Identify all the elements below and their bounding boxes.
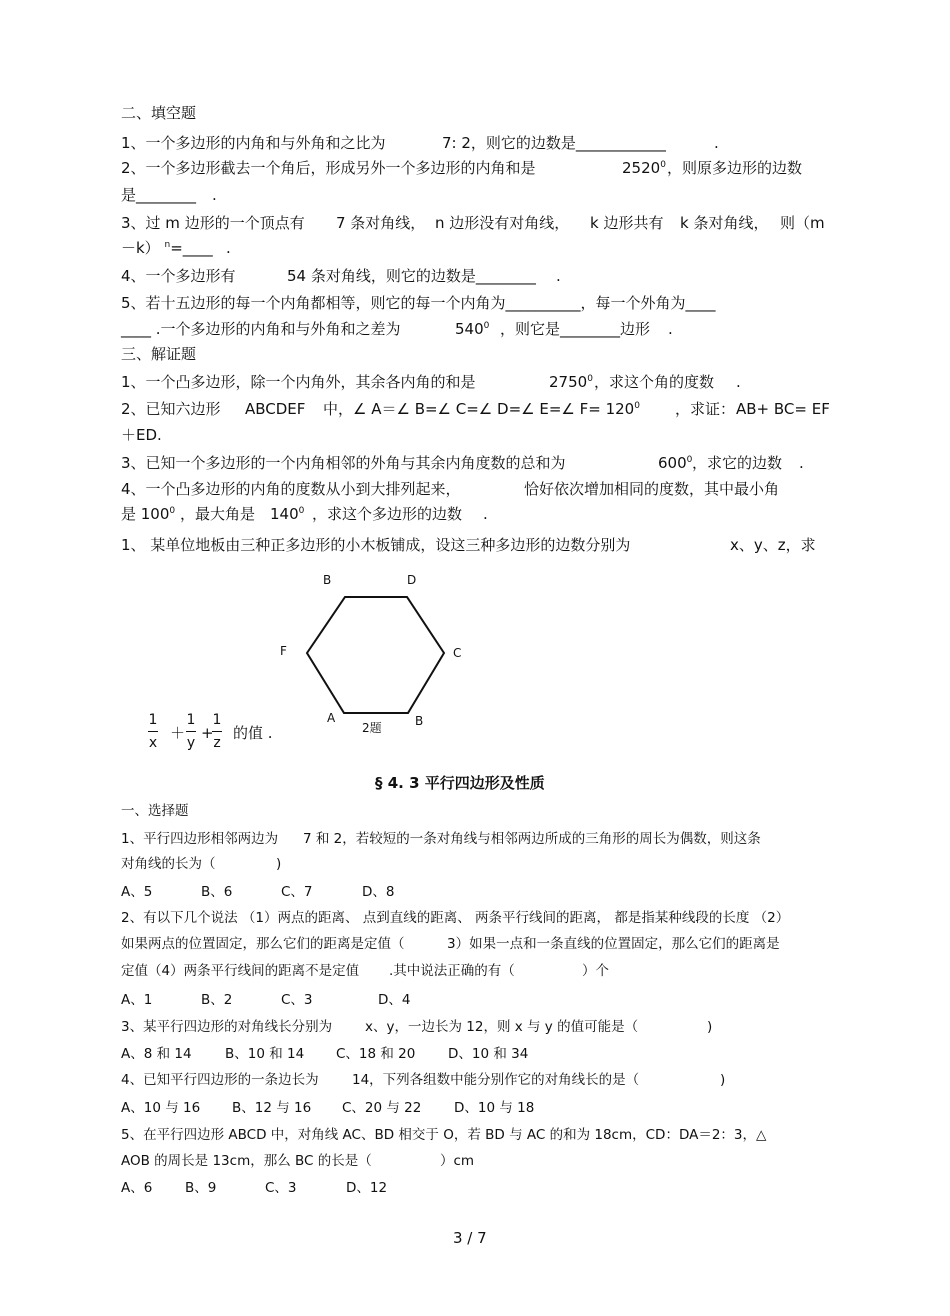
proof-heading: 三、解证题 [121,345,197,363]
section-title: § 4. 3 平行四边形及性质 [375,774,545,792]
proof-q3-a: 3、已知一个多边形的一个内角相邻的外角与其余内角度数的总和为 [121,454,566,472]
choice-q1-opt-b: B、6 [201,884,233,900]
proof-q4-c: 是 $100^0$ [121,505,176,523]
fill-q2-c: ，则原多边形的边数 [667,159,803,177]
figure-label-top-right: D [407,573,417,587]
choice-q1-d: ) [276,856,282,872]
fill-q3-i: . [226,239,231,257]
proof-q4-a: 4、一个凸多边形的内角的度数从小到大排列起来， [121,480,461,498]
choice-q2-b: 如果两点的位置固定，那么它们的距离是定值（ [121,936,405,952]
fill-q5-c: $540^0$ [455,320,490,338]
plus-sign-1: ＋ [170,724,186,742]
fill-q4-a: 4、一个多边形有 [121,267,236,285]
choice-q1-opt-d: D、8 [362,884,395,900]
fraction-2-num: 1 [186,712,196,728]
hexagon-shape [307,597,444,713]
choice-q2-opt-d: D、4 [378,992,411,1008]
proof-q1-a: 1、一个凸多边形，除一个内角外，其余各内角的和是 [121,373,476,391]
proof-q4-f: ，求这个多边形的边数 [312,505,463,523]
choice-q5-opt-c: C、3 [265,1180,297,1196]
fraction-1-over-z [212,711,222,752]
figure-label-left: F [280,644,287,658]
expression-tail: 的值 . [233,724,273,742]
fill-q5-d: ，则它是________边形 [500,320,651,338]
fill-q2-a: 2、一个多边形截去一个角后，形成另外一个多边形的内角和是 [121,159,536,177]
fraction-2-den: y [186,735,196,751]
choice-q4-opt-b: B、12 与 16 [232,1100,312,1116]
choice-q3-opt-b: B、10 和 14 [225,1046,305,1062]
choice-q2-f: ）个 [582,963,609,979]
choice-q5-opt-d: D、12 [346,1180,388,1196]
fill-q3-d: k 边形共有 [590,214,664,232]
choice-q2-e: .其中说法正确的有（ [389,963,515,979]
page-number: 3 / 7 [453,1229,487,1247]
figure-label-bottom-left: A [327,711,336,725]
fill-q3-f: 则（m [780,214,825,232]
fill-q3-b: 7 条对角线， [336,214,426,232]
choice-q5-c: ）cm [440,1153,475,1169]
choice-q1-opt-c: C、7 [281,884,313,900]
fraction-1-den: x [148,735,158,751]
fraction-1-over-y [186,711,196,752]
proof-q5-b: x、y、z，求 [730,536,816,554]
proof-q5-a: 1、 某单位地板由三种正多边形的小木板铺成，设这三种多边形的边数分别为 [121,536,631,554]
proof-q4-b: 恰好依次增加相同的度数，其中最小角 [524,480,780,498]
choice-q2-opt-b: B、2 [201,992,233,1008]
choice-q1-c: 对角线的长为（ [121,856,216,872]
choice-q2-a: 2、有以下几个说法 （1）两点的距离、 点到直线的距离、 两条平行线间的距离， 都是指某种线段的长度 （2） [121,910,790,926]
figure-label-top-left: B [323,573,332,587]
choice-q5-opt-a: A、6 [121,1180,153,1196]
fill-q3-a: 3、过 m 边形的一个顶点有 [121,214,305,232]
figure-label-right: C [453,646,462,660]
choice-q4-b: 14，下列各组数中能分别作它的对角线长的是（ [352,1072,640,1088]
choice-q4-a: 4、已知平行四边形的一条边长为 [121,1072,319,1088]
choice-q5-b: AOB 的周长是 13cm，那么 BC 的长是（ [121,1153,372,1169]
choice-q4-opt-c: C、20 与 22 [342,1100,422,1116]
fill-q5-a: 5、若十五边形的每一个内角都相等，则它的每一个内角为__________，每一个外角为____ [121,294,716,312]
choice-q3-opt-a: A、8 和 14 [121,1046,192,1062]
figure-label-bottom-right: B [415,714,424,728]
fraction-1-over-x [148,711,158,752]
choice-q5-a: 5、在平行四边形 ABCD 中，对角线 AC、BD 相交于 O，若 BD 与 AC 的和为 18cm，CD：DA＝2：3，△ [121,1127,767,1143]
proof-q1-d: . [736,373,741,391]
proof-q3-c: ，求它的边数 [692,454,783,472]
choice-q3-b: x、y，一边长为 12，则 x 与 y 的值可能是（ [365,1019,639,1035]
fill-q5-b: ____ .一个多边形的内角和与外角和之差为 [121,320,401,338]
fraction-3-den: z [213,735,221,751]
fill-q5-e: . [668,320,673,338]
choice-q4-opt-a: A、10 与 16 [121,1100,201,1116]
fill-q4-b: 54 条对角线，则它的边数是________ [287,267,536,285]
fill-q1-a: 1、一个多边形的内角和与外角和之比为 [121,134,386,152]
proof-q1-b: 2750$^0$ [549,373,593,391]
choice-q2-opt-a: A、1 [121,992,153,1008]
proof-q4-g: . [483,505,488,523]
fill-q2-e: . [212,186,217,204]
choice-q4-c: ) [720,1072,726,1088]
choice-q2-c: 3）如果一点和一条直线的位置固定，那么它们的距离是 [447,936,780,952]
fill-q3-c: n 边形没有对角线， [435,214,570,232]
plus-sign-2: + [201,724,214,742]
proof-q2-e: AB+ BC= EF [736,400,830,418]
choice-q2-opt-c: C、3 [281,992,313,1008]
choice-q4-opt-d: D、10 与 18 [454,1100,535,1116]
proof-q3-d: . [799,454,804,472]
choice-q5-opt-b: B、9 [185,1180,217,1196]
choice-q3-opt-d: D、10 和 34 [448,1046,529,1062]
choice-q3-a: 3、某平行四边形的对角线长分别为 [121,1019,333,1035]
fill-q3-e: k 条对角线， [680,214,769,232]
proof-q2-c: 中，∠ A＝∠ B=∠ C=∠ D=∠ E=∠ $F= 120^0$ [323,400,640,418]
hexagon-figure [270,565,480,745]
proof-q4-d: ，最大角是 [180,505,256,523]
fraction-3-num: 1 [212,712,222,728]
fill-q2-b: 2520$^0$ [622,159,666,177]
proof-q1-c: ，求这个角的度数 [594,373,715,391]
fill-q3-g: －k） $^n$=____ [121,239,213,257]
fill-q2-d: 是________ [121,186,197,204]
figure-caption: 2题 [362,721,382,735]
proof-q2-f: ＋ED. [121,426,162,444]
choice-q1-b: 7 和 2，若较短的一条对角线与相邻两边所成的三角形的周长为偶数，则这条 [303,831,761,847]
fraction-1-num: 1 [148,712,158,728]
fill-heading: 二、填空题 [121,104,197,122]
fill-q1-c: . [714,134,719,152]
choice-q1-a: 1、平行四边形相邻两边为 [121,831,279,847]
choice-q3-c: ) [707,1019,713,1035]
choice-heading: 一、选择题 [121,803,189,819]
fill-q4-c: . [556,267,561,285]
proof-q2-d: ，求证： [675,400,736,418]
choice-q1-opt-a: A、5 [121,884,153,900]
proof-q3-b: $600^0$ [658,454,693,472]
choice-q2-d: 定值（4）两条平行线间的距离不是定值 [121,963,360,979]
choice-q3-opt-c: C、18 和 20 [336,1046,416,1062]
proof-q2-a: 2、已知六边形 [121,400,221,418]
proof-q2-b: ABCDEF [245,400,306,418]
proof-q4-e: $140^0$ [270,505,305,523]
fill-q1-b: 7: 2，则它的边数是____________ [442,134,666,152]
